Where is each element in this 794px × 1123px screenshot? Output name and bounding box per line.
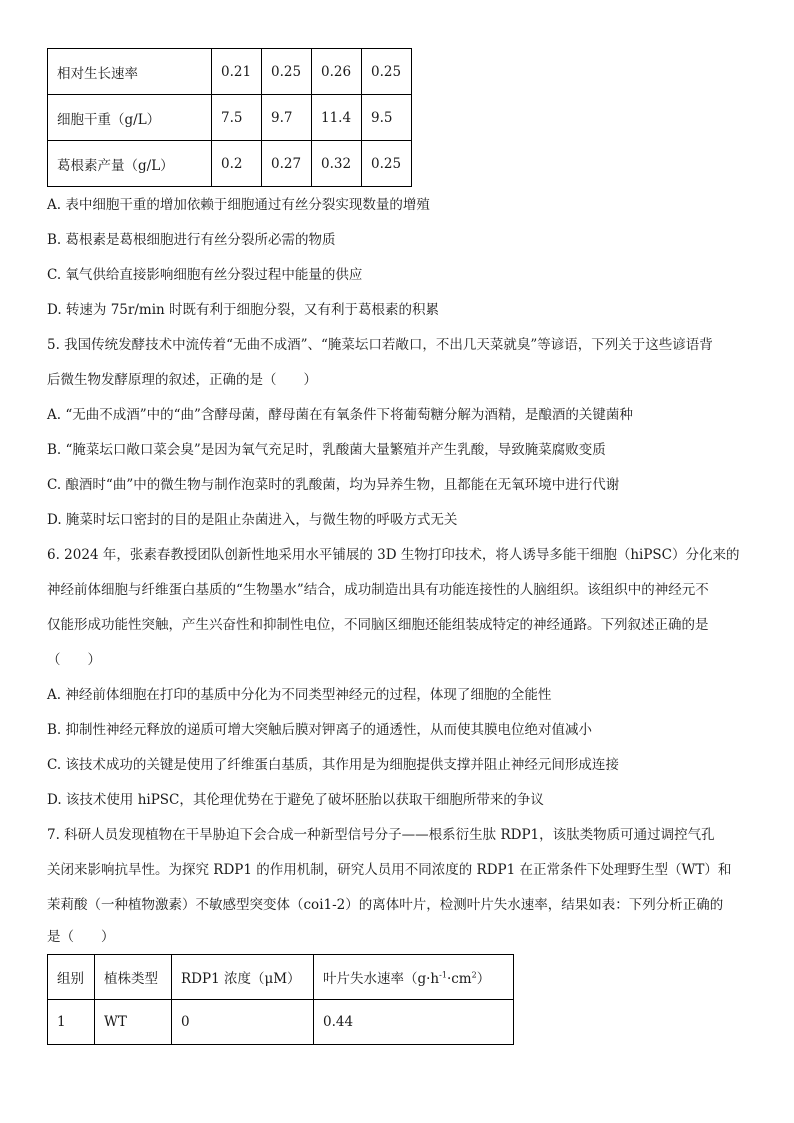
- table-cell: 0: [172, 1000, 314, 1045]
- q4-option-c: C. 氧气供给直接影响细胞有丝分裂过程中能量的供应: [47, 267, 363, 283]
- row-label: 相对生长速率: [48, 49, 212, 95]
- row-label: 细胞干重（g/L）: [48, 95, 212, 141]
- column-header: 组别: [48, 955, 95, 1000]
- table-cell: 0.25: [362, 49, 412, 95]
- table-cell: 1: [48, 1000, 95, 1045]
- q5-option-a: A. “无曲不成酒”中的“曲”含酵母菌，酵母菌在有氧条件下将葡萄糖分解为酒精，是酿酒的关键菌种: [47, 407, 633, 423]
- q7-stem-line3: 茉莉酸（一种植物激素）不敏感型突变体（coi1-2）的离体叶片，检测叶片失水速率，结果如表：下列分析正确的: [47, 897, 724, 913]
- q5-stem-line2: 后微生物发酵原理的叙述，正确的是（ ）: [47, 372, 317, 388]
- growth-data-table: [47, 48, 412, 187]
- column-header: [314, 955, 514, 1000]
- table-cell: 0.25: [262, 49, 312, 95]
- q5-stem-line1: 5. 我国传统发酵技术中流传着“无曲不成酒”、“腌菜坛口若敞口，不出几天菜就臭”等谚语，下列关于这些谚语背: [47, 337, 713, 353]
- q4-option-d: D. 转速为 75r/min 时既有利于细胞分裂，又有利于葛根素的积累: [47, 302, 440, 318]
- q5-option-b: B. “腌菜坛口敞口菜会臭”是因为氧气充足时，乳酸菌大量繁殖并产生乳酸，导致腌菜腐败变质: [47, 442, 606, 458]
- q4-option-b: B. 葛根素是葛根细胞进行有丝分裂所必需的物质: [47, 232, 336, 248]
- q6-stem-line4: （ ）: [47, 652, 101, 668]
- header-text: 叶片失水速率（g·h: [323, 971, 440, 987]
- table-row: [48, 49, 412, 95]
- q5-option-c: C. 酿酒时“曲”中的微生物与制作泡菜时的乳酸菌，均为异养生物，且都能在无氧环境中进行代谢: [47, 477, 620, 493]
- table-cell: WT: [95, 1000, 172, 1045]
- table-cell: 0.32: [312, 141, 362, 187]
- table-cell: 7.5: [212, 95, 262, 141]
- table-cell: 9.7: [262, 95, 312, 141]
- q6-option-a: A. 神经前体细胞在打印的基质中分化为不同类型神经元的过程，体现了细胞的全能性: [47, 687, 552, 703]
- q7-stem-line1: 7. 科研人员发现植物在干旱胁迫下会合成一种新型信号分子——根系衍生肽 RDP1，该肽类物质可通过调控气孔: [47, 827, 715, 843]
- q6-stem-line1: 6. 2024 年，张素春教授团队创新性地采用水平铺展的 3D 生物打印技术，将人诱导多能干细胞（hiPSC）分化来的: [47, 547, 740, 563]
- table-row: [48, 141, 412, 187]
- table-cell: 11.4: [312, 95, 362, 141]
- table-cell: 9.5: [362, 95, 412, 141]
- header-superscript: -1: [439, 970, 447, 980]
- table-cell: 0.44: [314, 1000, 514, 1045]
- q7-stem-line2: 关闭来影响抗旱性。为探究 RDP1 的作用机制，研究人员用不同浓度的 RDP1 在正常条件下处理野生型（WT）和: [47, 862, 732, 878]
- q6-stem-line3: 仅能形成功能性突触，产生兴奋性和抑制性电位，不同脑区细胞还能组装成特定的神经通路。下列叙述正确的是: [47, 617, 709, 633]
- table-row: [48, 95, 412, 141]
- rdp1-experiment-table: [47, 954, 514, 1045]
- table-cell: 0.26: [312, 49, 362, 95]
- column-header: RDP1 浓度（μM）: [172, 955, 314, 1000]
- q6-stem-line2: 神经前体细胞与纤维蛋白基质的“生物墨水”结合，成功制造出具有功能连接性的人脑组织。该组织中的神经元不: [47, 582, 709, 598]
- table-cell: 0.21: [212, 49, 262, 95]
- header-text: ·cm: [446, 971, 472, 987]
- header-superscript: 2: [471, 970, 477, 980]
- q7-stem-line4: 是（ ）: [47, 929, 115, 945]
- row-label: 葛根素产量（g/L）: [48, 141, 212, 187]
- q6-option-b: B. 抑制性神经元释放的递质可增大突触后膜对钾离子的通透性，从而使其膜电位绝对值减小: [47, 722, 593, 738]
- header-text: ）: [476, 971, 491, 987]
- table-cell: 0.27: [262, 141, 312, 187]
- column-header: 植株类型: [95, 955, 172, 1000]
- q6-option-d: D. 该技术使用 hiPSC，其伦理优势在于避免了破坏胚胎以获取干细胞所带来的争议: [47, 792, 544, 808]
- q6-option-c: C. 该技术成功的关键是使用了纤维蛋白基质，其作用是为细胞提供支撑并阻止神经元间形成连接: [47, 757, 619, 773]
- table-header-row: [48, 955, 514, 1000]
- q5-option-d: D. 腌菜时坛口密封的目的是阻止杂菌进入，与微生物的呼吸方式无关: [47, 512, 458, 528]
- table-cell: 0.25: [362, 141, 412, 187]
- table-cell: 0.2: [212, 141, 262, 187]
- table-row: [48, 1000, 514, 1045]
- q4-option-a: A. 表中细胞干重的增加依赖于细胞通过有丝分裂实现数量的增殖: [47, 197, 430, 213]
